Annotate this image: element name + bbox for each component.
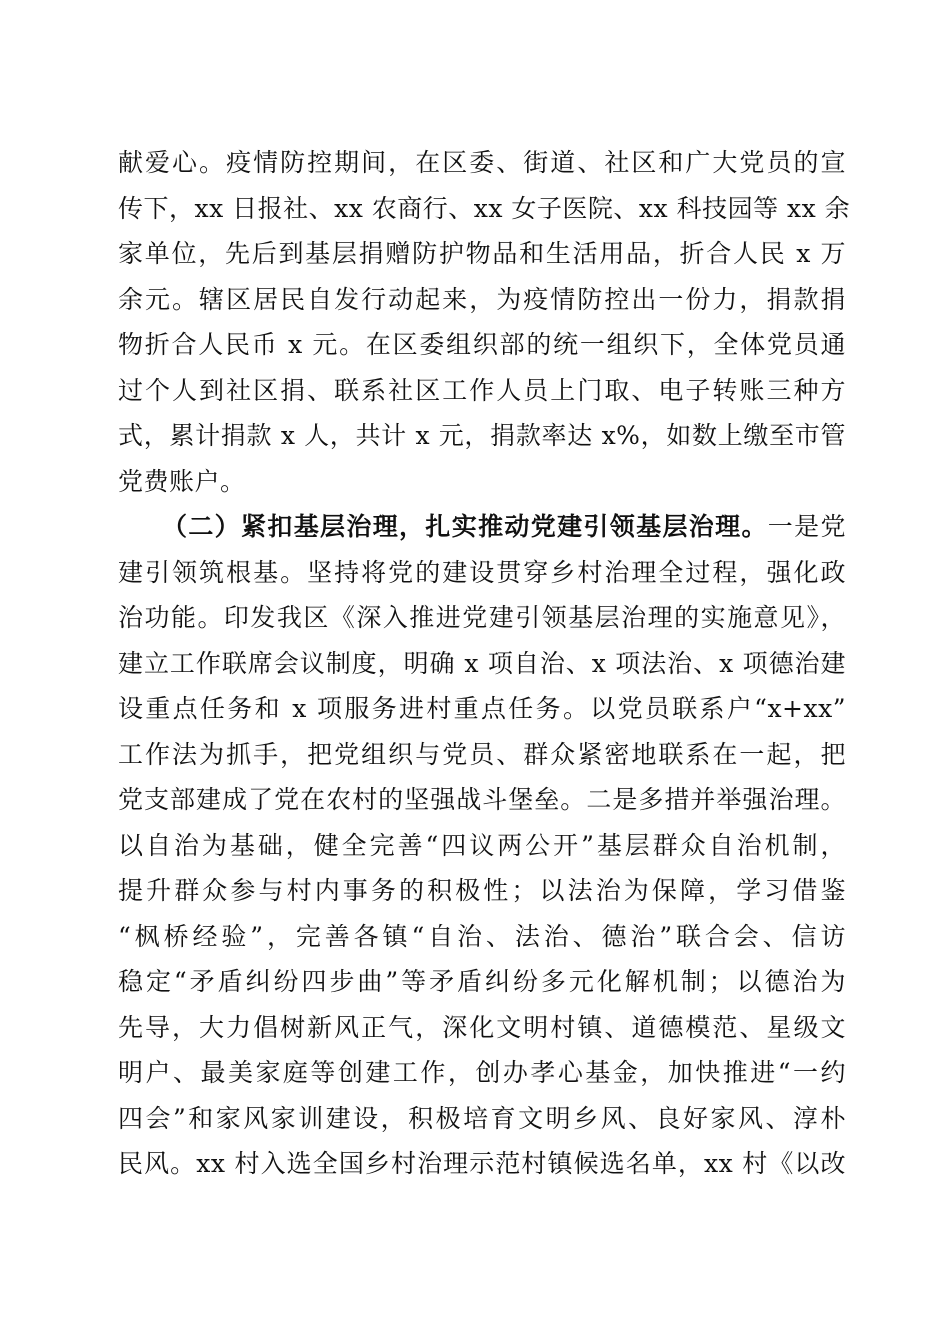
heading-line-rest: 一是党 [767,512,846,541]
text-line: 以自治为基础，健全完善“四议两公开”基层群众自治机制， [118,830,846,860]
text-line: 民风。xx 村入选全国乡村治理示范村镇候选名单，xx 村《以改 [118,1149,846,1178]
text-line: 设重点任务和 x 项服务进村重点任务。以党员联系户“x+xx” [118,694,846,723]
section-heading: （二）紧扣基层治理，扎实推动党建引领基层治理。 [162,512,768,541]
text-line: 明户、最美家庭等创建工作，创办孝心基金，加快推进“一约 [118,1058,846,1087]
paragraph-1 [118,140,851,504]
text-line: 建引领筑根基。坚持将党的建设贯穿乡村治理全过程，强化政 [118,557,846,587]
text-line: 献爱心。疫情防控期间，在区委、街道、社区和广大党员的宣 [118,148,846,177]
text-line: 提升群众参与村内事务的积极性；以法治为保障，学习借鉴 [118,876,846,905]
text-line: 四会”和家风家训建设，积极培育文明乡风、良好家风、淳朴 [118,1103,846,1133]
text-line: 物折合人民币 x 元。在区委组织部的统一组织下，全体党员通 [118,330,846,359]
paragraph-2 [118,504,846,1187]
text-line: 治功能。印发我区《深入推进党建引领基层治理的实施意见》， [118,603,846,632]
text-line: 稳定“矛盾纠纷四步曲”等矛盾纠纷多元化解机制；以德治为 [118,967,846,996]
text-line: 过个人到社区捐、联系社区工作人员上门取、电子转账三种方 [118,375,846,405]
document-body [118,140,851,1187]
text-line-with-heading [118,504,846,550]
text-line: 家单位，先后到基层捐赠防护物品和生活用品，折合人民 x 万 [118,239,846,268]
text-line: 工作法为抓手，把党组织与党员、群众紧密地联系在一起，把 [118,739,846,769]
text-line: 党支部建成了党在农村的坚强战斗堡垒。二是多措并举强治理。 [118,785,846,814]
text-line: 建立工作联席会议制度，明确 x 项自治、x 项法治、x 项德治建 [118,648,846,678]
text-line: 传下，xx 日报社、xx 农商行、xx 女子医院、xx 科技园等 xx 余 [118,193,851,223]
text-line: 余元。辖区居民自发行动起来，为疫情防控出一份力，捐款捐 [118,284,846,314]
text-line: 党费账户。 [118,466,246,496]
text-line: 先导，大力倡树新风正气，深化文明村镇、道德模范、星级文 [118,1012,846,1042]
text-line: 式，累计捐款 x 人，共计 x 元，捐款率达 x%，如数上缴至市管 [118,421,846,450]
text-line: “枫桥经验”，完善各镇“自治、法治、德治”联合会、信访 [118,921,846,951]
